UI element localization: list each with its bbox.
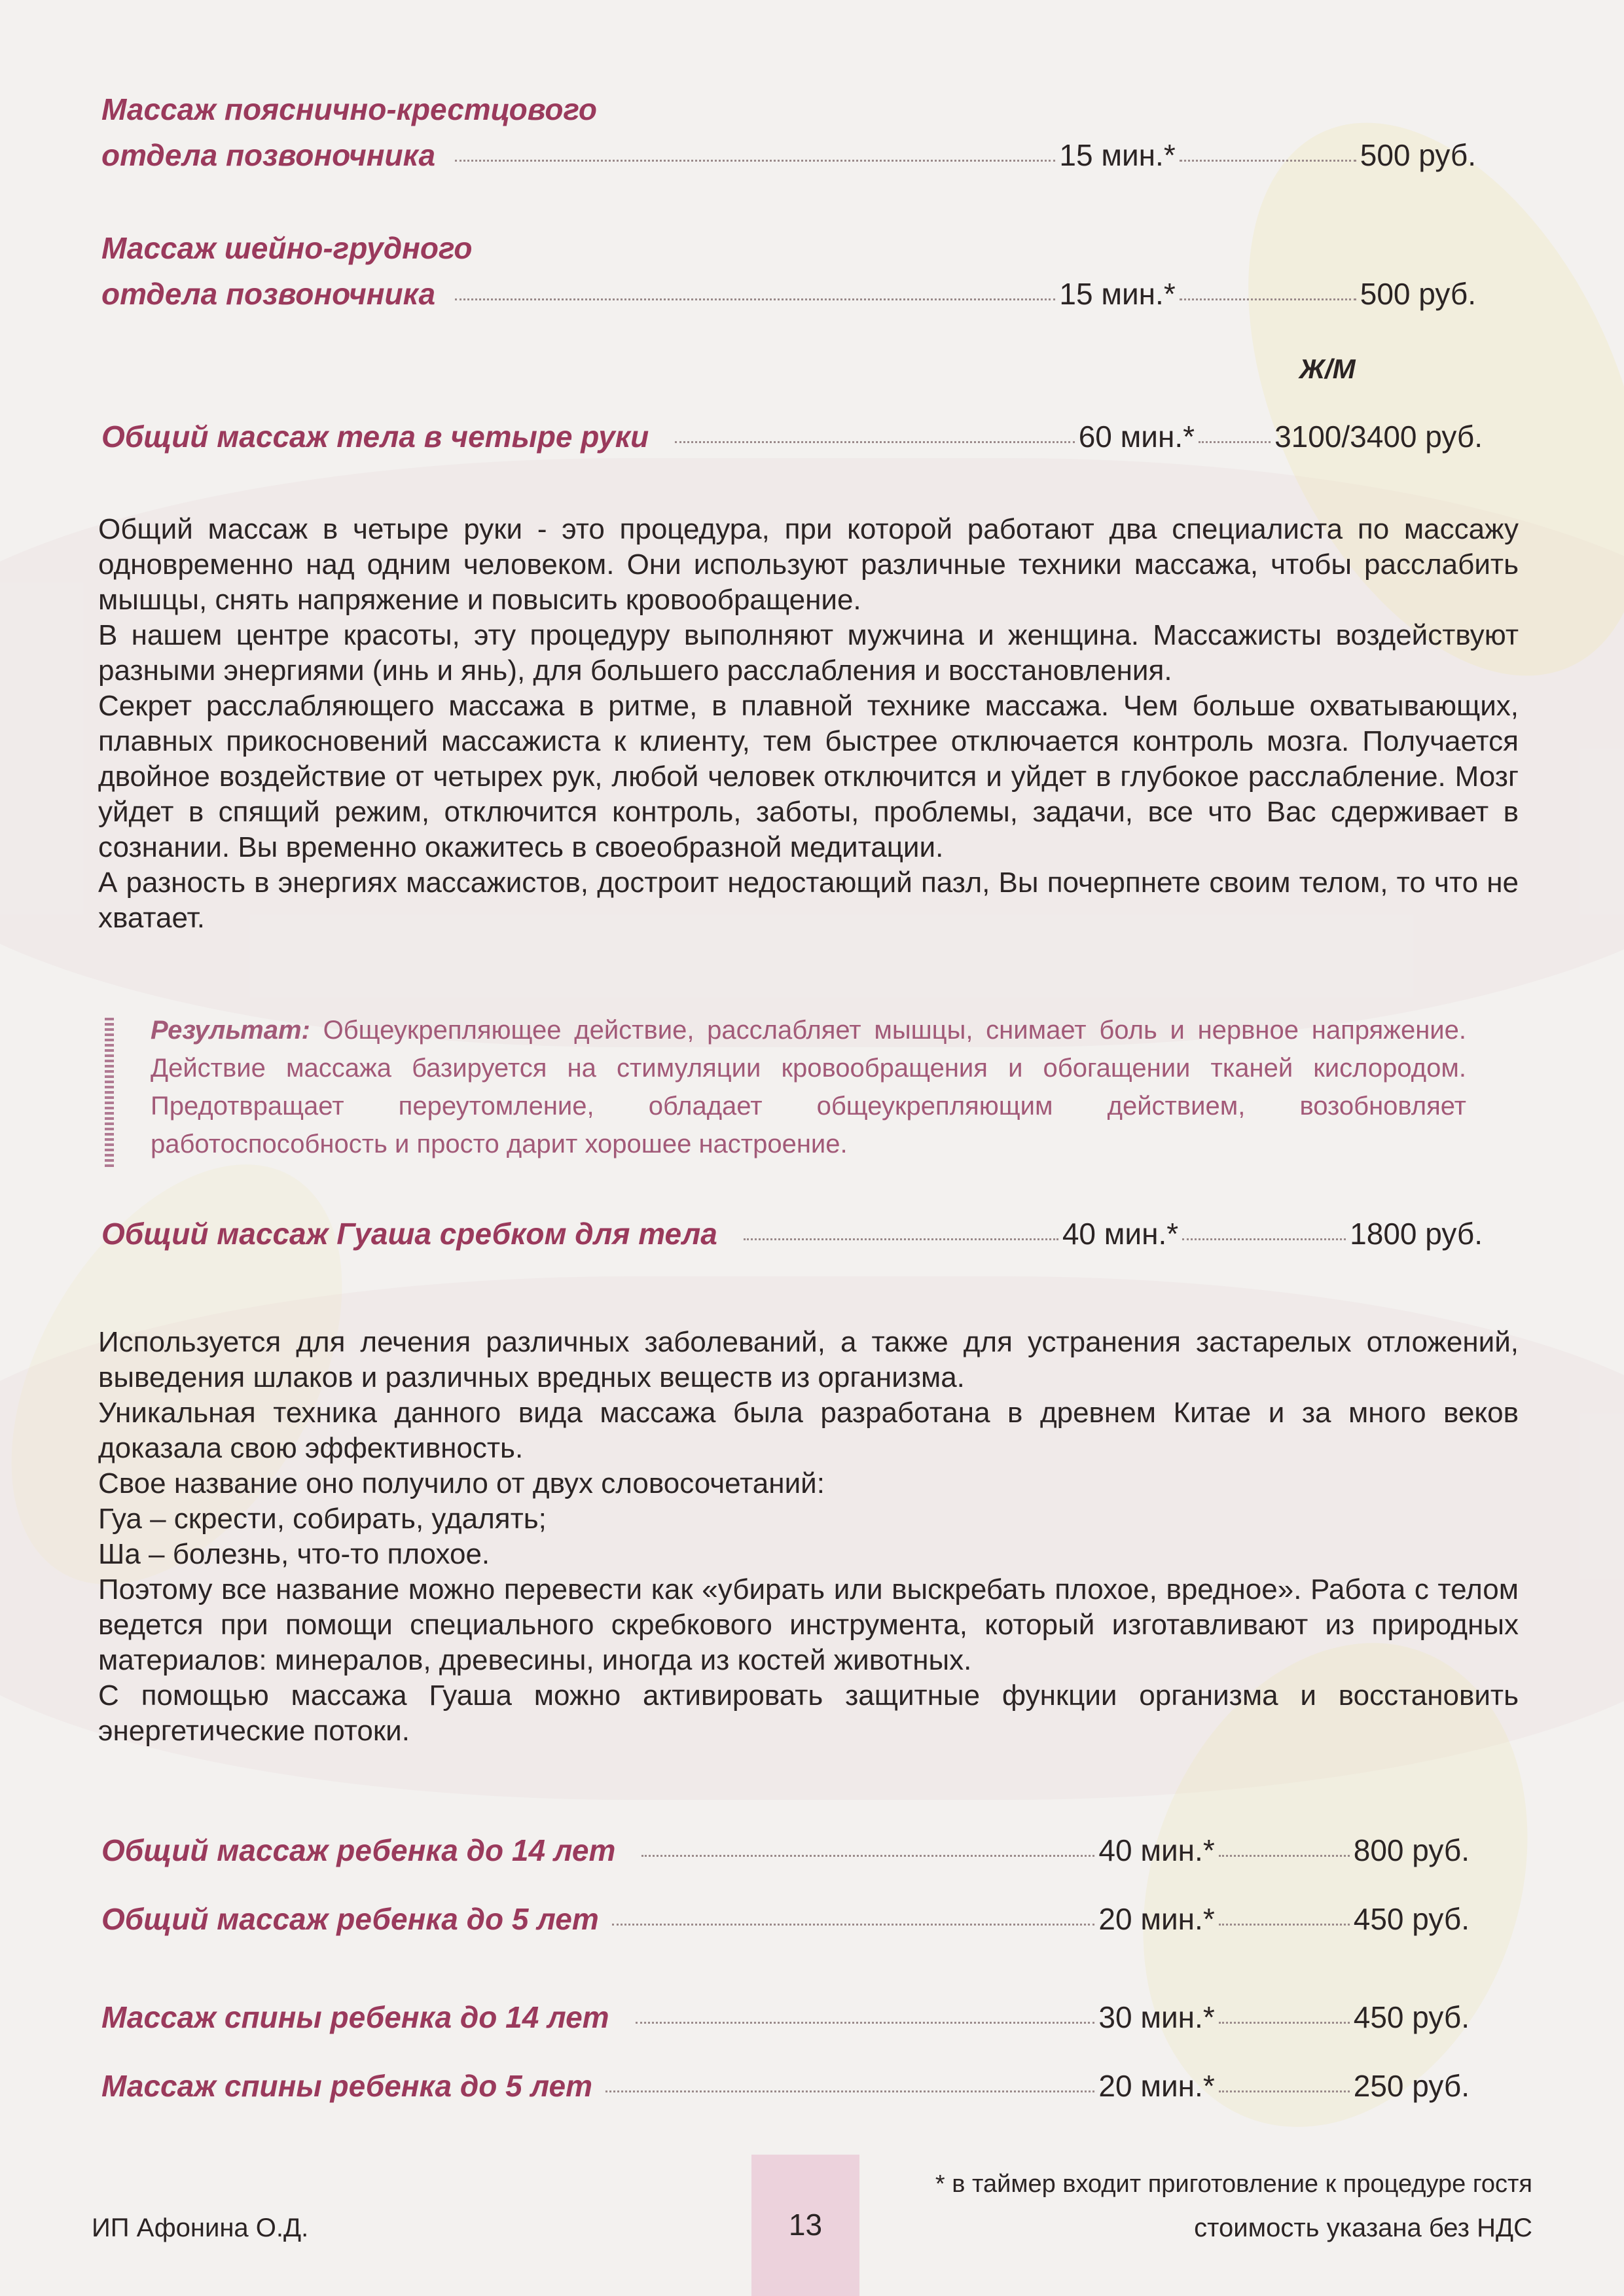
dot-leader [605, 2090, 1094, 2092]
service-duration: 20 мин.* [1098, 1902, 1215, 1936]
dot-leader [455, 160, 1055, 162]
description-paragraph: Уникальная техника данного вида массажа была разработана в древнем Китае и за много веков доказала свою эффективность. [98, 1397, 1519, 1464]
result-text [151, 1011, 1466, 1163]
service-title: Общий массаж ребенка до 5 лет [101, 1902, 599, 1936]
gender-column-label: Ж/М [1299, 353, 1356, 384]
description-paragraph: Общий массаж в четыре руки - это процедура, при которой работают два специалиста по массажу одновременно над одним человеком. Они используют различные техники массажа, чтобы расслабить мышцы, снять напряжение и повысить кровообращение. [98, 513, 1519, 616]
price-row [101, 137, 1476, 173]
service-price: 800 руб. [1353, 1833, 1470, 1867]
price-row [101, 1901, 1470, 1937]
description-paragraph: В нашем центре красоты, эту процедуру выполняют мужчина и женщина. Массажисты воздействуют разными энергиями (инь и янь), для большего расслабления и восстановления. [98, 619, 1519, 687]
service-price: 500 руб. [1360, 138, 1476, 172]
service-title: отдела позвоночника [101, 138, 436, 172]
service-title: Общий массаж тела в четыре руки [101, 420, 649, 454]
description-paragraph: Используется для лечения различных заболеваний, а также для устранения застарелых отложений, выведения шлаков и различных вредных веществ из организма. [98, 1326, 1519, 1393]
service-price: 450 руб. [1353, 2000, 1470, 2034]
service-title: Массаж спины ребенка до 14 лет [101, 2000, 609, 2034]
service-duration: 60 мин.* [1078, 420, 1195, 454]
price-row [101, 419, 1483, 454]
dot-leader [1182, 1238, 1346, 1240]
service-duration: 15 мин.* [1059, 138, 1176, 172]
dot-leader [641, 1855, 1094, 1857]
description-paragraph: А разность в энергиях массажистов, достроит недостающий пазл, Вы почерпнете своим телом, то что не хватает. [98, 867, 1519, 934]
service-description [98, 1325, 1519, 1749]
result-description: Общеукрепляющее действие, расслабляет мышцы, снимает боль и нервное напряжение. Действие массажа базируется на стимуляции кровообращения и обогащении тканей кислородом. Предотвращает переутомление, обладает общеукрепляющим действием, возобновляет работоспособность и просто дарит хорошее настроение. [151, 1016, 1466, 1158]
service-duration: 15 мин.* [1059, 277, 1176, 311]
price-row [101, 276, 1476, 312]
dot-leader [1219, 2022, 1350, 2024]
service-title: Общий массаж Гуаша сребком для тела [101, 1217, 717, 1251]
description-paragraph: Свое название оно получило от двух словосочетаний: [98, 1467, 825, 1499]
result-marker [105, 1018, 114, 1168]
footnote: * в таймер входит приготовление к процедуре гостя [935, 2170, 1532, 2198]
service-duration: 20 мин.* [1098, 2069, 1215, 2103]
service-title: Общий массаж ребенка до 14 лет [101, 1833, 616, 1867]
price-row [101, 1216, 1483, 1251]
service-title: Массаж шейно-грудного [101, 231, 473, 265]
dot-leader [455, 298, 1055, 300]
company-name: ИП Афонина О.Д. [92, 2214, 309, 2242]
description-paragraph: Поэтому все название можно перевести как «убирать или выскребать плохое, вредное». Работа с телом ведется при помощи специального скребкового инструмента, который изготавливают из природных материалов: минералов, древесины, иногда из костей животных. [98, 1573, 1519, 1676]
service-title: Массаж пояснично-крестцового [101, 92, 597, 126]
dot-leader [612, 1924, 1095, 1926]
dot-leader [1180, 298, 1356, 300]
page-number: 13 [788, 2208, 823, 2242]
service-title: Массаж спины ребенка до 5 лет [101, 2069, 592, 2103]
dot-leader [1180, 160, 1356, 162]
service-title: отдела позвоночника [101, 277, 436, 311]
dot-leader [1219, 1855, 1350, 1857]
description-paragraph: Ша – болезнь, что-то плохое. [98, 1538, 490, 1570]
dot-leader [636, 2022, 1095, 2024]
service-price: 250 руб. [1353, 2069, 1470, 2103]
service-duration: 40 мин.* [1098, 1833, 1215, 1867]
service-description [98, 512, 1519, 936]
service-price: 500 руб. [1360, 277, 1476, 311]
price-row [101, 2000, 1470, 2035]
price-row [101, 2068, 1470, 2104]
description-paragraph: С помощью массажа Гуаша можно активировать защитные функции организма и восстановить энергетические потоки. [98, 1679, 1519, 1747]
service-price: 3100/3400 руб. [1274, 420, 1483, 454]
result-box [105, 1011, 1473, 1168]
dot-leader [1199, 441, 1271, 443]
vat-note: стоимость указана без НДС [1194, 2214, 1532, 2242]
service-price: 1800 руб. [1350, 1217, 1483, 1251]
service-duration: 30 мин.* [1098, 2000, 1215, 2034]
dot-leader [1219, 2090, 1350, 2092]
dot-leader [675, 441, 1075, 443]
price-row [101, 1833, 1470, 1868]
dot-leader [744, 1238, 1058, 1240]
result-label: Результат: [151, 1016, 310, 1045]
service-duration: 40 мин.* [1062, 1217, 1179, 1251]
dot-leader [1219, 1924, 1350, 1926]
description-paragraph: Гуа – скрести, собирать, удалять; [98, 1503, 547, 1535]
service-price: 450 руб. [1353, 1902, 1470, 1936]
description-paragraph: Секрет расслабляющего массажа в ритме, в плавной технике массажа. Чем больше охватывающих, плавных прикосновений массажиста к клиенту, тем быстрее отключается контроль мозга. Получается двойное воздействие от четырех рук, любой человек отключится и уйдет в глубокое расслабление. Мозг уйдет в спящий режим, отключится контроль, заботы, проблемы, задачи, все что Вас сдерживает в сознании. Вы временно окажитесь в своеобразной медитации. [98, 690, 1519, 863]
